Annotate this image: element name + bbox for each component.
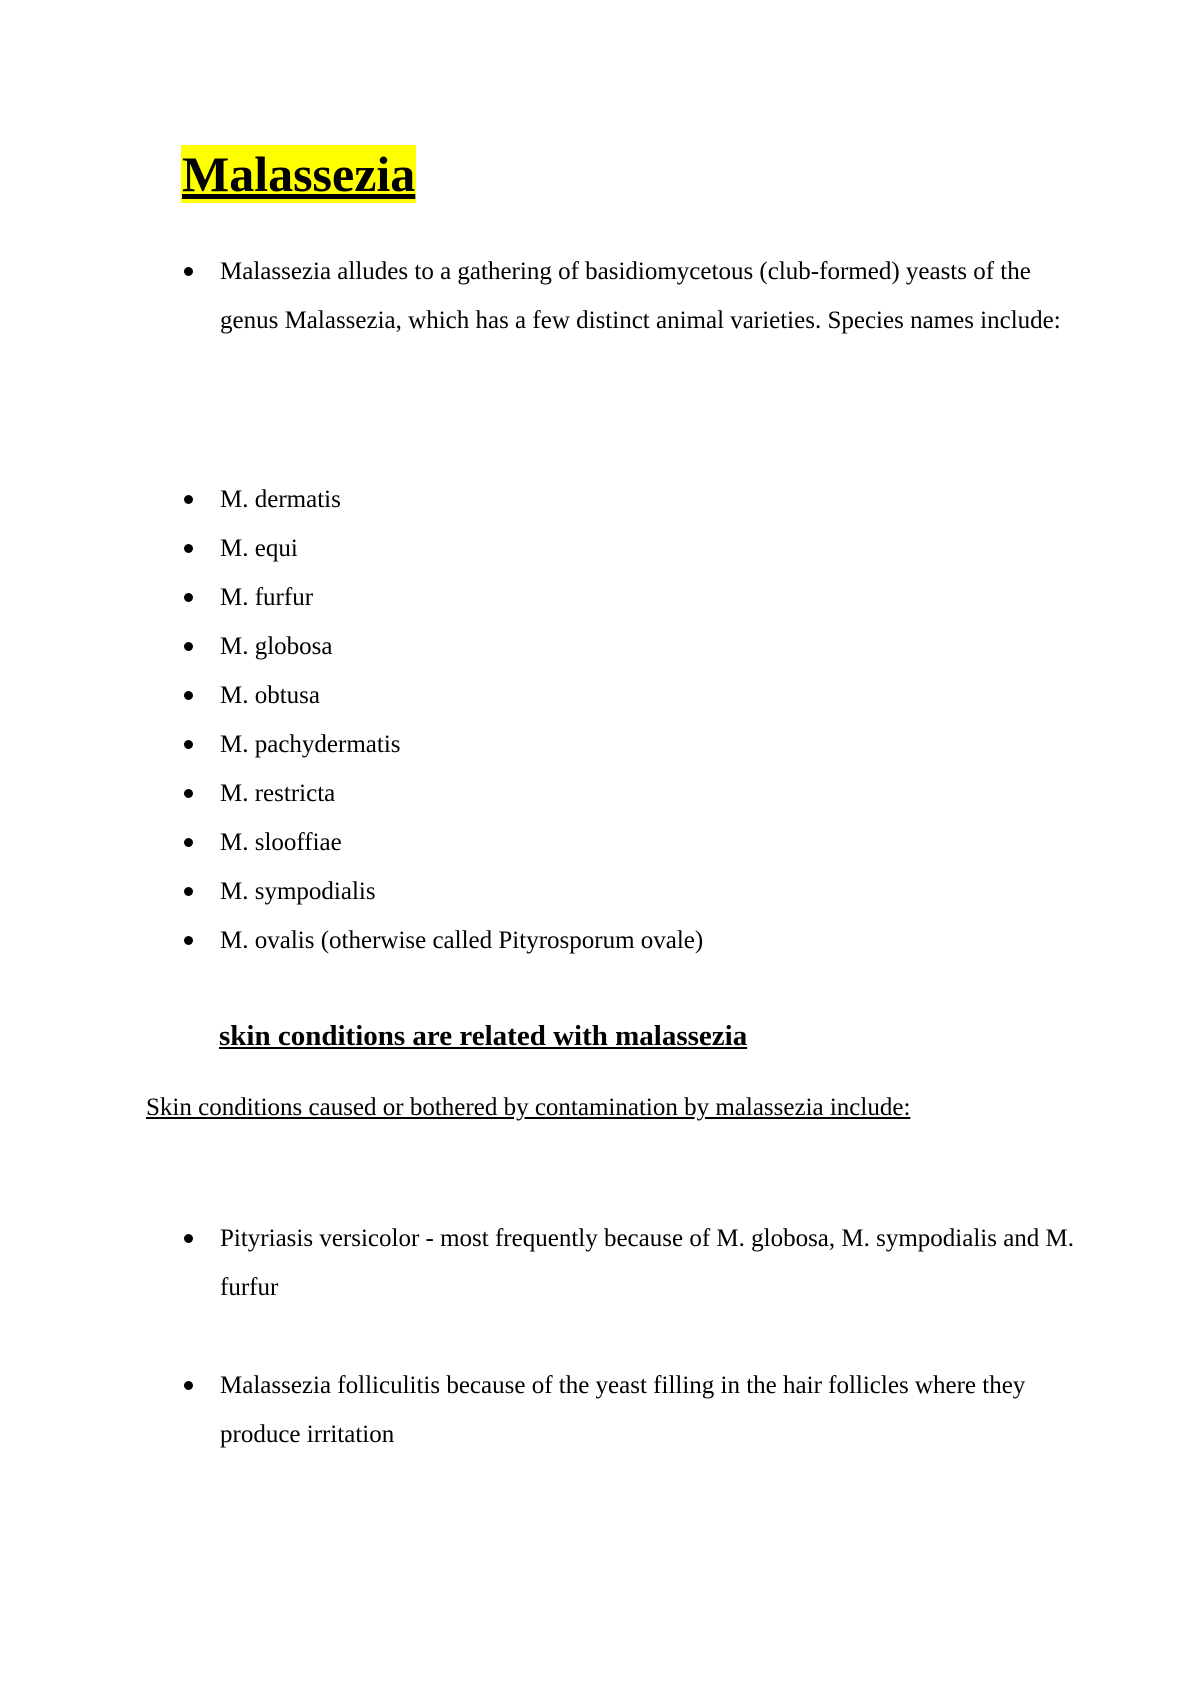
species-name: M. dermatis (220, 486, 341, 513)
list-item (0, 1361, 1080, 1459)
bullet-icon (182, 475, 194, 524)
species-name: M. furfur (220, 584, 314, 611)
species-name: M. restricta (220, 780, 336, 807)
bullet-icon (182, 1214, 194, 1263)
bullet-icon (182, 1361, 194, 1410)
list-item (0, 867, 1080, 916)
list-item (0, 720, 1080, 769)
list-item (0, 475, 1080, 524)
bullet-icon (182, 247, 194, 296)
bullet-icon (182, 769, 194, 818)
bullet-icon (182, 867, 194, 916)
bullet-icon (182, 622, 194, 671)
species-name: M. slooffiae (220, 829, 342, 856)
list-item (0, 524, 1080, 573)
condition-text: Pityriasis versicolor - most frequently because of M. globosa, M. sympodialis and M. furfur (220, 1225, 1075, 1301)
species-name: M. globosa (220, 633, 333, 660)
list-item (0, 573, 1080, 622)
section-heading: skin conditions are related with malassezia (219, 1020, 748, 1052)
intro-text: Malassezia alludes to a gathering of basidiomycetous (club-formed) yeasts of the genus Malassezia, which has a few distinct animal varieties. Species names include: (220, 258, 1061, 334)
list-item (0, 769, 1080, 818)
species-name: M. ovalis (otherwise called Pityrosporum ovale) (220, 927, 704, 954)
list-item (0, 247, 1080, 345)
bullet-icon (182, 524, 194, 573)
conditions-list (0, 1214, 1080, 1312)
bullet-icon (182, 720, 194, 769)
list-item (0, 1214, 1080, 1312)
list-item (0, 671, 1080, 720)
condition-text: Malassezia folliculitis because of the yeast filling in the hair follicles where they produce irritation (220, 1372, 1026, 1448)
section-subheading: Skin conditions caused or bothered by contamination by malassezia include: (146, 1094, 911, 1121)
conditions-list (0, 1361, 1080, 1459)
list-item (0, 818, 1080, 867)
species-list (0, 475, 1080, 965)
bullet-icon (182, 916, 194, 965)
bullet-icon (182, 671, 194, 720)
intro-list (0, 247, 1080, 345)
bullet-icon (182, 818, 194, 867)
species-name: M. obtusa (220, 682, 320, 709)
species-name: M. pachydermatis (220, 731, 401, 758)
page-title: Malassezia (182, 146, 416, 202)
species-name: M. equi (220, 535, 298, 562)
bullet-icon (182, 573, 194, 622)
list-item (0, 916, 1080, 965)
list-item (0, 622, 1080, 671)
species-name: M. sympodialis (220, 878, 376, 905)
